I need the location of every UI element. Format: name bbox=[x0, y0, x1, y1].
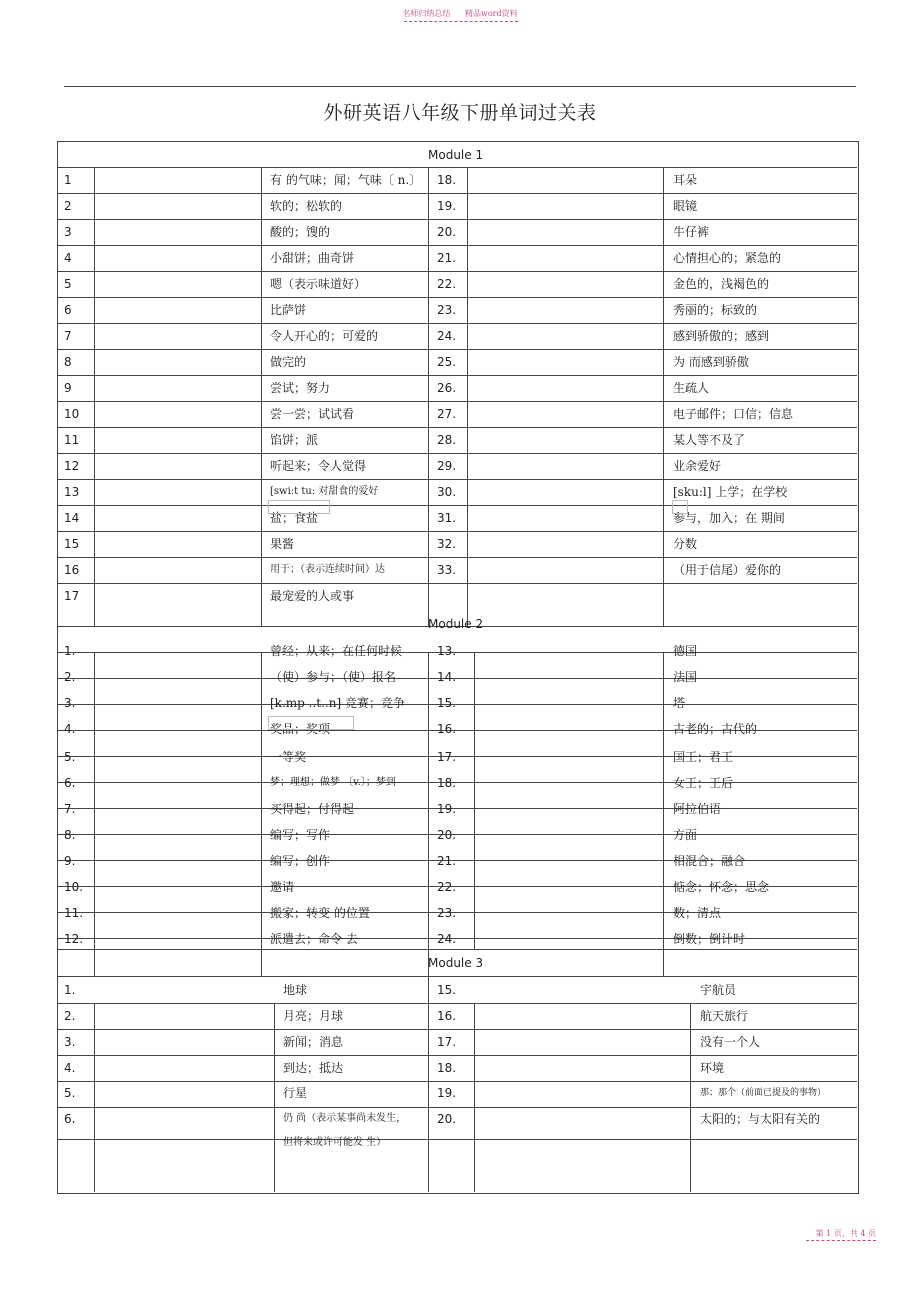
module2-number: 6. bbox=[64, 776, 76, 790]
module3-meaning-continued: 但将来或许可能发 生） bbox=[283, 1137, 387, 1148]
module1-meaning: 听起来；令人觉得 bbox=[270, 459, 367, 473]
module2-number: 7. bbox=[64, 802, 76, 816]
module1-number: 25. bbox=[437, 355, 457, 369]
module2-meaning: 编写；创作 bbox=[270, 854, 331, 868]
module1-meaning: 盐；食盐 bbox=[270, 511, 319, 525]
row-rule bbox=[57, 219, 857, 220]
row-rule bbox=[57, 375, 857, 376]
module1-meaning: 业余爱好 bbox=[673, 459, 722, 473]
module1-number: 26. bbox=[437, 381, 457, 395]
row-rule bbox=[57, 1081, 857, 1082]
module-3-heading: Module 3 bbox=[428, 956, 484, 970]
module1-meaning: 做完的 bbox=[270, 355, 307, 369]
module2-meaning: 国王；君王 bbox=[673, 750, 734, 764]
module1-meaning: 馅饼；派 bbox=[270, 433, 319, 447]
blank-box bbox=[268, 500, 330, 514]
module1-meaning: 分数 bbox=[673, 537, 698, 551]
module2-meaning: （使）参与；（使）报名 bbox=[270, 670, 397, 684]
module1-meaning: 某人等不及了 bbox=[673, 433, 746, 447]
module2-meaning: 搬家；转变 的位置 bbox=[270, 906, 370, 920]
module1-meaning: 软的；松软的 bbox=[270, 199, 343, 213]
module1-number: 19. bbox=[437, 199, 457, 213]
module2-meaning: 奖品；奖项 bbox=[270, 722, 331, 736]
module2-meaning: 惦念；怀念；思念 bbox=[673, 880, 770, 894]
row-rule bbox=[57, 505, 857, 506]
column-rule bbox=[663, 167, 664, 626]
column-rule bbox=[474, 1003, 475, 1192]
module1-meaning: [sku:l] 上学；在学校 bbox=[673, 485, 788, 499]
module1-number: 30. bbox=[437, 485, 457, 499]
module2-meaning: [k.mp ..t..n] 竞赛；竞争 bbox=[270, 696, 405, 710]
row-rule bbox=[57, 782, 857, 783]
module1-meaning: 酸的；馊的 bbox=[270, 225, 331, 239]
module2-meaning: 曾经；从来；在任何时候 bbox=[270, 644, 403, 658]
module1-meaning: 秀丽的；标致的 bbox=[673, 303, 758, 317]
module2-number: 8. bbox=[64, 828, 76, 842]
module2-meaning: 梦；理想；做梦 〔v.〕；梦到 bbox=[270, 777, 396, 788]
module2-meaning: 法国 bbox=[673, 670, 698, 684]
module-2-heading: Module 2 bbox=[428, 617, 484, 631]
row-rule bbox=[57, 1107, 857, 1108]
column-rule bbox=[474, 652, 475, 949]
module1-meaning: 尝一尝；试试看 bbox=[270, 407, 355, 421]
column-rule bbox=[94, 1003, 95, 1192]
module2-number: 14. bbox=[437, 670, 457, 684]
row-rule bbox=[57, 297, 857, 298]
module3-meaning: 月亮；月球 bbox=[283, 1009, 344, 1023]
header-right-note: 精品word资料 bbox=[464, 9, 518, 18]
module1-meaning: 感到骄傲的；感到 bbox=[673, 329, 770, 343]
module2-number: 16. bbox=[437, 722, 457, 736]
column-rule bbox=[428, 976, 429, 1192]
module3-meaning: 行星 bbox=[283, 1086, 308, 1100]
module1-number: 16 bbox=[64, 563, 80, 577]
page-title: 外研英语八年级下册单词过关表 bbox=[323, 102, 597, 124]
blank-box bbox=[268, 716, 354, 730]
module1-number: 24. bbox=[437, 329, 457, 343]
module2-meaning: 派遣去；命令 去 bbox=[270, 932, 358, 946]
module3-number: 5. bbox=[64, 1086, 76, 1100]
module2-meaning: 一等奖 bbox=[270, 750, 307, 764]
module2-number: 23. bbox=[437, 906, 457, 920]
module2-meaning: 女王；王后 bbox=[673, 776, 734, 790]
module1-meaning: 眼镜 bbox=[673, 199, 698, 213]
module1-number: 6 bbox=[64, 303, 72, 317]
module2-number: 11. bbox=[64, 906, 84, 920]
row-rule bbox=[57, 479, 857, 480]
module1-number: 22. bbox=[437, 277, 457, 291]
module1-meaning: 金色的，浅褐色的 bbox=[673, 277, 770, 291]
module-1-heading: Module 1 bbox=[428, 148, 484, 162]
module3-number: 17. bbox=[437, 1035, 457, 1049]
column-rule bbox=[274, 1003, 275, 1192]
module3-number: 15. bbox=[437, 983, 457, 997]
row-rule bbox=[57, 349, 857, 350]
module1-number: 14 bbox=[64, 511, 80, 525]
module3-meaning: 地球 bbox=[283, 983, 308, 997]
module1-meaning: 电子邮件；口信；信息 bbox=[673, 407, 794, 421]
module3-number: 3. bbox=[64, 1035, 76, 1049]
module1-meaning: 最宠爱的人或事 bbox=[270, 589, 355, 603]
module3-meaning: 仍 尚（表示某事尚未发生， bbox=[283, 1113, 407, 1124]
column-rule bbox=[261, 652, 262, 976]
module1-meaning: 参与，加入；在 期间 bbox=[673, 511, 785, 525]
module1-meaning: [swi:t tu: 对甜食的爱好 bbox=[270, 486, 379, 497]
module1-number: 27. bbox=[437, 407, 457, 421]
row-rule bbox=[57, 401, 857, 402]
module2-number: 19. bbox=[437, 802, 457, 816]
module3-meaning: 没有一个人 bbox=[700, 1035, 761, 1049]
module1-number: 8 bbox=[64, 355, 72, 369]
column-rule bbox=[94, 167, 95, 626]
row-rule bbox=[57, 1055, 857, 1056]
module3-meaning: 航天旅行 bbox=[700, 1009, 749, 1023]
row-rule bbox=[57, 678, 857, 679]
module1-number: 33. bbox=[437, 563, 457, 577]
top-rule bbox=[64, 86, 856, 87]
module1-number: 2 bbox=[64, 199, 72, 213]
module2-number: 21. bbox=[437, 854, 457, 868]
module3-meaning: 环境 bbox=[700, 1061, 725, 1075]
module3-number: 2. bbox=[64, 1009, 76, 1023]
module1-number: 4 bbox=[64, 251, 72, 265]
page-number: 第 1 页，共 4 页 bbox=[815, 1229, 876, 1238]
module2-meaning: 塔 bbox=[673, 696, 686, 710]
header-left-note: 名师归纳总结 bbox=[402, 9, 451, 18]
module2-number: 18. bbox=[437, 776, 457, 790]
column-rule bbox=[428, 167, 429, 626]
module2-meaning: 古老的；古代的 bbox=[673, 722, 758, 736]
module2-meaning: 方面 bbox=[673, 828, 698, 842]
column-rule bbox=[428, 652, 429, 976]
row-rule bbox=[57, 557, 857, 558]
module1-number: 15 bbox=[64, 537, 80, 551]
row-rule bbox=[57, 427, 857, 428]
module3-meaning: 太阳的；与太阳有关的 bbox=[700, 1112, 821, 1126]
module2-meaning: 数；清点 bbox=[673, 906, 722, 920]
row-rule bbox=[57, 756, 857, 757]
module3-number: 16. bbox=[437, 1009, 457, 1023]
module3-meaning: 新闻；消息 bbox=[283, 1035, 344, 1049]
module1-number: 21. bbox=[437, 251, 457, 265]
module1-meaning: 比萨饼 bbox=[270, 303, 307, 317]
module1-meaning: 尝试；努力 bbox=[270, 381, 331, 395]
row-rule bbox=[57, 976, 857, 977]
module2-number: 4. bbox=[64, 722, 76, 736]
module1-meaning: 心情担心的；紧急的 bbox=[673, 251, 782, 265]
module2-meaning: 倒数；倒计时 bbox=[673, 932, 746, 946]
module1-number: 3 bbox=[64, 225, 72, 239]
module2-number: 20. bbox=[437, 828, 457, 842]
module3-meaning: 宇航员 bbox=[700, 983, 737, 997]
blank-box bbox=[672, 500, 688, 514]
module1-meaning: 生疏人 bbox=[673, 381, 710, 395]
module1-number: 5 bbox=[64, 277, 72, 291]
module1-number: 28. bbox=[437, 433, 457, 447]
row-rule bbox=[57, 1139, 857, 1140]
module1-number: 29. bbox=[437, 459, 457, 473]
module2-meaning: 邀请 bbox=[270, 880, 295, 894]
column-rule bbox=[261, 167, 262, 626]
row-rule bbox=[57, 834, 857, 835]
row-rule bbox=[57, 652, 857, 653]
row-rule bbox=[57, 271, 857, 272]
module1-number: 31. bbox=[437, 511, 457, 525]
module3-number: 6. bbox=[64, 1112, 76, 1126]
module3-number: 20. bbox=[437, 1112, 457, 1126]
module2-meaning: 买得起；付得起 bbox=[270, 802, 355, 816]
module2-number: 24. bbox=[437, 932, 457, 946]
module3-meaning: 那；那个（前面已提及的事物） bbox=[700, 1088, 827, 1098]
row-rule bbox=[57, 453, 857, 454]
module1-number: 18. bbox=[437, 173, 457, 187]
module1-number: 32. bbox=[437, 537, 457, 551]
row-rule bbox=[57, 949, 857, 950]
module1-number: 9 bbox=[64, 381, 72, 395]
module2-number: 13. bbox=[437, 644, 457, 658]
module2-meaning: 阿拉伯语 bbox=[673, 802, 722, 816]
module1-number: 12 bbox=[64, 459, 80, 473]
module1-number: 1 bbox=[64, 173, 72, 187]
column-rule bbox=[690, 1003, 691, 1192]
row-rule bbox=[57, 704, 857, 705]
module1-meaning: 嗯（表示味道好） bbox=[270, 277, 367, 291]
footer-divider bbox=[806, 1240, 876, 1241]
module2-number: 3. bbox=[64, 696, 76, 710]
module1-number: 20. bbox=[437, 225, 457, 239]
module2-meaning: 编写；写作 bbox=[270, 828, 331, 842]
module2-meaning: 相混合；融合 bbox=[673, 854, 746, 868]
row-rule bbox=[57, 1029, 857, 1030]
module2-number: 1. bbox=[64, 644, 76, 658]
module3-number: 19. bbox=[437, 1086, 457, 1100]
column-rule bbox=[94, 652, 95, 976]
module2-number: 10. bbox=[64, 880, 84, 894]
module1-number: 13 bbox=[64, 485, 80, 499]
module2-number: 9. bbox=[64, 854, 76, 868]
module2-number: 22. bbox=[437, 880, 457, 894]
module3-meaning: 到达；抵达 bbox=[283, 1061, 344, 1075]
module3-number: 1. bbox=[64, 983, 76, 997]
module3-number: 4. bbox=[64, 1061, 76, 1075]
module1-number: 23. bbox=[437, 303, 457, 317]
module1-meaning: 耳朵 bbox=[673, 173, 698, 187]
module2-number: 12. bbox=[64, 932, 84, 946]
module1-meaning: 果酱 bbox=[270, 537, 295, 551]
row-rule bbox=[57, 583, 857, 584]
module1-number: 7 bbox=[64, 329, 72, 343]
module2-number: 2. bbox=[64, 670, 76, 684]
module2-number: 5. bbox=[64, 750, 76, 764]
module1-meaning: 为 而感到骄傲 bbox=[673, 355, 749, 369]
module1-number: 10 bbox=[64, 407, 80, 421]
column-rule bbox=[467, 167, 468, 626]
module1-meaning: 牛仔裤 bbox=[673, 225, 710, 239]
module1-meaning: 有 的气味；闻；气味〔 n.〕 bbox=[270, 173, 422, 187]
row-rule bbox=[57, 808, 857, 809]
module2-number: 15. bbox=[437, 696, 457, 710]
row-rule bbox=[57, 531, 857, 532]
row-rule bbox=[57, 245, 857, 246]
row-rule bbox=[57, 167, 857, 168]
row-rule bbox=[57, 1003, 857, 1004]
module1-meaning: 用于；（表示连续时间）达 bbox=[270, 564, 385, 575]
row-rule bbox=[57, 912, 857, 913]
header-note bbox=[0, 8, 920, 19]
module3-number: 18. bbox=[437, 1061, 457, 1075]
module1-number: 11 bbox=[64, 433, 80, 447]
module1-meaning: 小甜饼；曲奇饼 bbox=[270, 251, 355, 265]
module1-meaning: （用于信尾）爱你的 bbox=[673, 563, 782, 577]
row-rule bbox=[57, 193, 857, 194]
header-divider bbox=[404, 21, 518, 22]
column-rule bbox=[663, 652, 664, 976]
module1-meaning: 令人开心的；可爱的 bbox=[270, 329, 379, 343]
row-rule bbox=[57, 323, 857, 324]
module2-number: 17. bbox=[437, 750, 457, 764]
module1-number: 17 bbox=[64, 589, 80, 603]
module2-meaning: 德国 bbox=[673, 644, 698, 658]
